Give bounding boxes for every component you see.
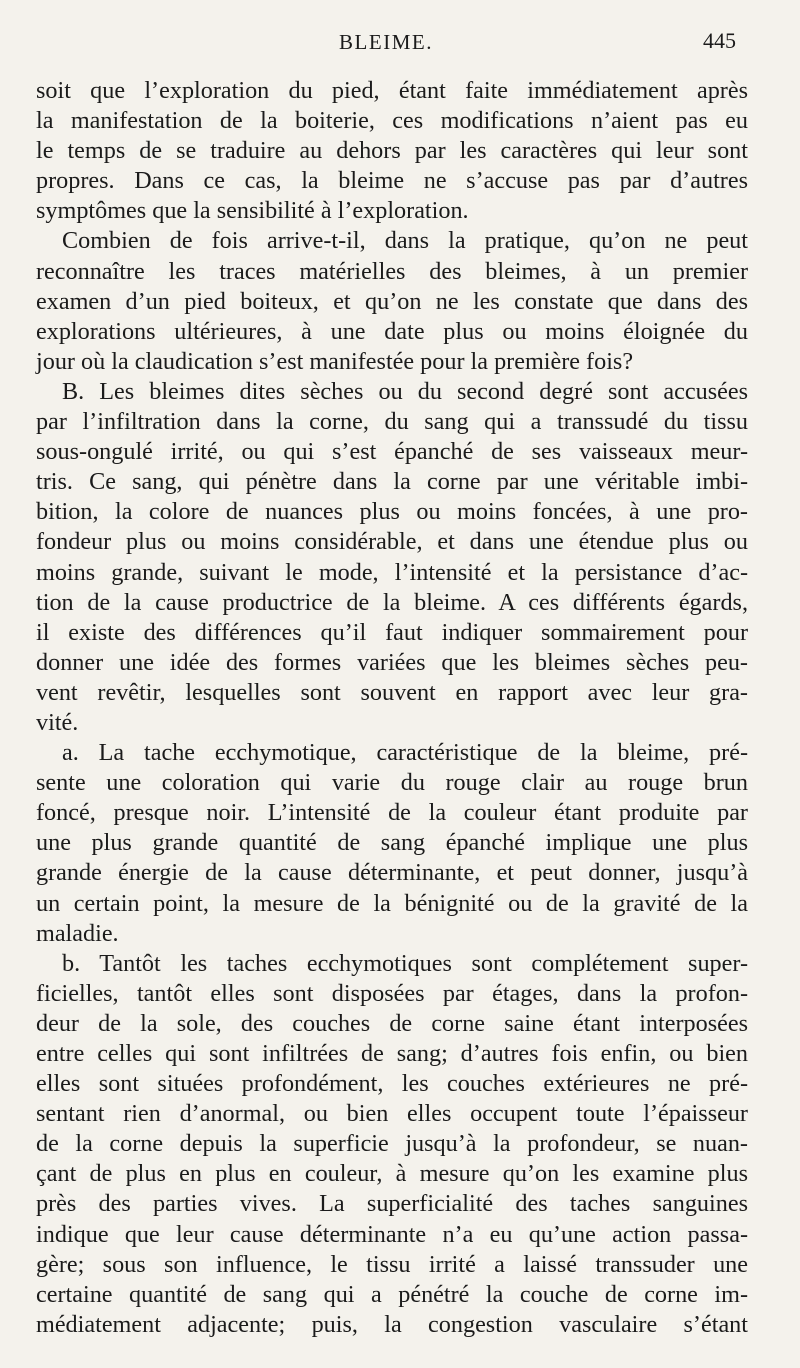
text-line: examen d’un pied boiteux, et qu’on ne les constate que dans des (36, 287, 748, 315)
text-line: certaine quantité de sang qui a pénétré la couche de corne im- (36, 1280, 748, 1308)
text-line: une plus grande quantité de sang épanché implique une plus (36, 829, 748, 857)
body-text (36, 76, 748, 1340)
text-line: propres. Dans ce cas, la bleime ne s’accuse pas par d’autres (36, 167, 748, 195)
text-line: soit que l’exploration du pied, étant faite immédiatement après (36, 77, 748, 104)
text-line: a. La tache ecchymotique, caractéristique de la bleime, pré- (62, 739, 748, 767)
text-line: jour où la claudication s’est manifestée pour la première fois? (36, 347, 634, 375)
text-line: symptômes que la sensibilité à l’exploration. (36, 197, 469, 225)
text-line: de la corne depuis la superficie jusqu’à la profondeur, se nuan- (36, 1130, 748, 1158)
text-line: le temps de se traduire au dehors par les caractères qui leur sont (36, 137, 748, 165)
text-line: maladie. (36, 919, 119, 947)
page-header (36, 30, 736, 60)
text-line: près des parties vives. La superficialité des taches sanguines (36, 1190, 748, 1218)
text-line: ficielles, tantôt elles sont disposées par étages, dans la profon- (36, 979, 748, 1007)
text-line: gère; sous son influence, le tissu irrité a laissé transsuder une (36, 1250, 748, 1278)
text-line: explorations ultérieures, à une date plus ou moins éloignée du (36, 317, 748, 345)
text-line: deur de la sole, des couches de corne saine étant interposées (36, 1009, 748, 1037)
text-line: il existe des différences qu’il faut indiquer sommairement pour (36, 618, 748, 646)
text-line: foncé, presque noir. L’intensité de la couleur étant produite par (36, 799, 748, 827)
text-line: médiatement adjacente; puis, la congestion vasculaire s’étant (36, 1310, 748, 1338)
text-line: bition, la colore de nuances plus ou moins foncées, à une pro- (36, 498, 748, 526)
text-line: fondeur plus ou moins considérable, et dans une étendue plus ou (36, 528, 748, 556)
text-line: grande énergie de la cause déterminante, et peut donner, jusqu’à (36, 859, 748, 887)
text-line: vité. (36, 708, 79, 736)
text-line: donner une idée des formes variées que les bleimes sèches peu- (36, 648, 748, 676)
running-title: BLEIME. (339, 30, 433, 54)
text-line: reconnaître les traces matérielles des bleimes, à un premier (36, 257, 748, 285)
text-line: la manifestation de la boiterie, ces modifications n’aient pas eu (36, 107, 748, 135)
text-line: par l’infiltration dans la corne, du sang qui a transsudé du tissu (36, 408, 748, 436)
text-line: vent revêtir, lesquelles sont souvent en rapport avec leur gra- (36, 678, 748, 706)
text-line: sous-ongulé irrité, ou qui s’est épanché de ses vaisseaux meur- (36, 438, 748, 466)
text-line: çant de plus en plus en couleur, à mesure qu’on les examine plus (36, 1160, 748, 1188)
text-line: moins grande, suivant le mode, l’intensité et la persistance d’ac- (36, 558, 748, 586)
text-line: B. Les bleimes dites sèches ou du second degré sont accusées (62, 377, 748, 405)
text-line: sente une coloration qui varie du rouge clair au rouge brun (36, 769, 748, 797)
text-line: un certain point, la mesure de la bénignité ou de la gravité de la (36, 889, 748, 917)
text-line: indique que leur cause déterminante n’a eu qu’une action passa- (36, 1220, 748, 1248)
text-line: sentant rien d’anormal, ou bien elles occupent toute l’épaisseur (36, 1100, 748, 1128)
text-line: entre celles qui sont infiltrées de sang; d’autres fois enfin, ou bien (36, 1040, 748, 1067)
text-line: tris. Ce sang, qui pénètre dans la corne par une véritable imbi- (36, 468, 748, 496)
text-line: elles sont situées profondément, les couches extérieures ne pré- (36, 1070, 748, 1098)
text-line: Combien de fois arrive-t-il, dans la pratique, qu’on ne peut (62, 227, 748, 255)
text-line: tion de la cause productrice de la bleime. A ces différents égards, (36, 588, 748, 616)
page-number: 445 (703, 28, 736, 53)
text-line: b. Tantôt les taches ecchymotiques sont complétement super- (62, 949, 748, 977)
